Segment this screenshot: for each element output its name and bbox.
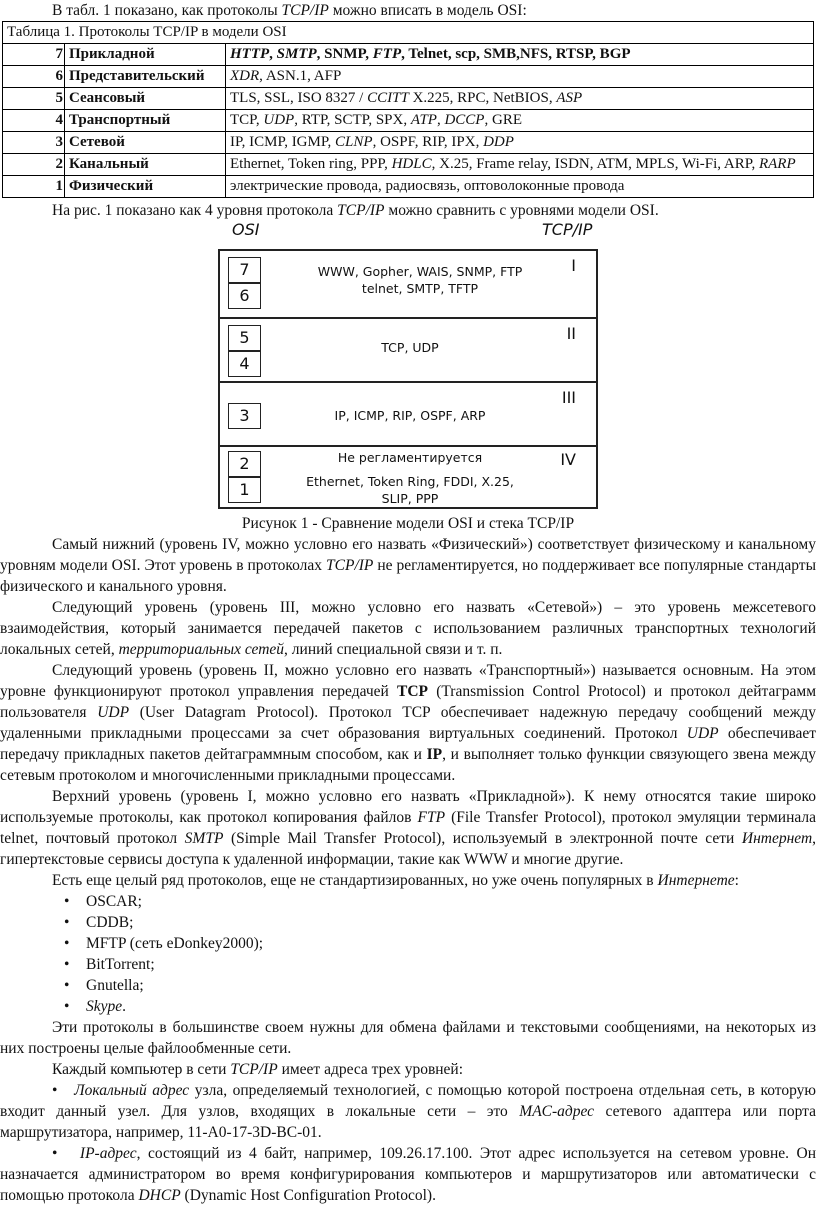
protocol-list <box>0 891 816 1017</box>
section-II <box>220 317 596 381</box>
section-I-text: WWW, Gopher, WAIS, SNMP, FTP telnet, SMTP, TFTP <box>317 264 523 296</box>
osi-box-2: 2 <box>228 451 261 477</box>
paragraph: Верхний уровень (уровень I, можно условно его назвать «Прикладной»). К нему относятся такие широко используемые протоколы, как протокол копирования файлов FTP (File Transfer Protocol), протокол эмуляции терминала telnet, почтовый протокол SMTP (Simple Mail Transfer Protocol), используемый в электронной почте сети Интернет, гипертекстовые сервисы доступа к удаленной информации, такие как WWW и многие другие. <box>0 788 816 868</box>
table-caption: Таблица 1. Протоколы TCP/IP в модели OSI <box>3 22 814 44</box>
roman-II: II <box>566 324 576 343</box>
list-item <box>0 1143 816 1206</box>
layer-protocols: XDR, ASN.1, AFP <box>226 66 814 88</box>
paragraph: Следующий уровень (уровень III, можно условно его назвать «Сетевой») – это уровень межсетевого взаимодействия, который занимается передачей пакетов с использованием различных транспортных технологий локальных сетей, территориальных сетей, линий специальной связи и т. п. <box>0 599 816 658</box>
layer-number: 1 <box>3 176 65 198</box>
layer-number: 7 <box>3 44 65 66</box>
paragraph: Следующий уровень (уровень II, можно условно его назвать «Транспортный») называется основным. На этом уровне функционируют протокол управления передачей TCP (Transmission Control Protocol) и протокол дейтаграмм пользователя UDP (User Datagram Protocol). Протокол TCP обеспечивает надежную передачу сообщений между удаленными прикладными процессами за счет образования виртуальных соединений. Протокол UDP обеспечивает передачу прикладных пакетов дейтаграммным способом, как и IP, и выполняет только функции связующего звена между сетевым протоколом и многочисленными прикладными процессами. <box>0 662 816 784</box>
layer-protocols: электрические провода, радиосвязь, оптоволоконные провода <box>226 176 814 198</box>
body-paragraphs <box>0 534 816 891</box>
figure-frame <box>218 249 598 509</box>
osi-box-5: 5 <box>228 325 261 351</box>
layer-name: Транспортный <box>65 110 226 132</box>
osi-box-6: 6 <box>228 283 261 309</box>
osi-tcpip-figure <box>0 221 816 511</box>
paragraph: Каждый компьютер в сети TCP/IP имеет адреса трех уровней: <box>52 1061 464 1078</box>
protocols-table <box>2 21 814 198</box>
intro-paragraph: В табл. 1 показано, как протоколы TCP/IP можно вписать в модель OSI: <box>52 2 527 19</box>
list-item: • Gnutella; <box>86 975 816 996</box>
table-row <box>3 66 814 88</box>
osi-box-3: 3 <box>228 403 261 429</box>
list-item: • CDDB; <box>86 912 816 933</box>
list-item-text: IP-адрес, состоящий из 4 байт, например, 109.26.17.100. Этот адрес используется на сетевом уровне. Он назначается администратором во время конфигурирования компьютеров и маршрутизаторов или автоматически с помощью протокола DHCP (Dynamic Host Configuration Protocol). <box>0 1145 816 1204</box>
body-paragraphs-2 <box>0 1017 816 1080</box>
list-item: • BitTorrent; <box>86 954 816 975</box>
layer-protocols: Ethernet, Token ring, PPP, HDLC, X.25, Frame relay, ISDN, ATM, MPLS, Wi-Fi, ARP, RARP <box>226 154 814 176</box>
layer-name: Прикладной <box>65 44 226 66</box>
layer-name: Физический <box>65 176 226 198</box>
table-row <box>3 44 814 66</box>
layer-protocols: HTTP, SMTP, SNMP, FTP, Telnet, scp, SMB,NFS, RTSP, BGP <box>226 44 814 66</box>
table-row <box>3 110 814 132</box>
layer-number: 5 <box>3 88 65 110</box>
section-II-text: TCP, UDP <box>381 340 439 355</box>
table-row <box>3 154 814 176</box>
figure-intro: На рис. 1 показано как 4 уровня протокола TCP/IP можно сравнить с уровнями модели OSI. <box>52 202 659 219</box>
tcpip-header: TCP/IP <box>542 220 593 239</box>
layer-number: 3 <box>3 132 65 154</box>
list-item: • MFTP (сеть eDonkey2000); <box>86 933 816 954</box>
layer-protocols: IP, ICMP, IGMP, CLNP, OSPF, RIP, IPX, DDP <box>226 132 814 154</box>
section-I <box>220 249 596 317</box>
section-IV-text: Не регламентируется Ethernet, Token Ring, FDDI, X.25, SLIP, PPP <box>306 450 514 506</box>
section-III-text: IP, ICMP, RIP, OSPF, ARP <box>334 408 486 423</box>
osi-box-7: 7 <box>228 257 261 283</box>
bullet: • <box>52 1082 75 1099</box>
section-III <box>220 381 596 445</box>
layer-name: Сетевой <box>65 132 226 154</box>
paragraph: Самый нижний (уровень IV, можно условно его назвать «Физический») соответствует физическому и канальному уровням модели OSI. Этот уровень в протоколах TCP/IP не регламентируется, но поддерживает все популярные стандарты физического и канального уровня. <box>0 536 816 595</box>
osi-header: OSI <box>232 220 260 239</box>
paragraph: Эти протоколы в большинстве своем нужны для обмена файлами и текстовыми сообщениями, на некоторых из них построены целые файлообменные сети. <box>0 1019 816 1057</box>
table-row <box>3 176 814 198</box>
section-IV <box>220 445 596 509</box>
table-row <box>3 88 814 110</box>
list-item <box>0 1080 816 1143</box>
table-row <box>3 132 814 154</box>
list-item: • OSCAR; <box>86 891 816 912</box>
roman-IV: IV <box>560 450 576 469</box>
layer-name: Канальный <box>65 154 226 176</box>
address-list <box>0 1080 816 1206</box>
layer-protocols: TCP, UDP, RTP, SCTP, SPX, ATP, DCCP, GRE <box>226 110 814 132</box>
roman-I: I <box>571 256 576 275</box>
figure-caption: Рисунок 1 - Сравнение модели OSI и стека TCP/IP <box>241 515 575 532</box>
paragraph: Есть еще целый ряд протоколов, еще не стандартизированных, но уже очень популярных в Интернете: <box>52 872 739 889</box>
roman-III: III <box>561 388 576 407</box>
list-item-text: Локальный адрес узла, определяемый технологией, с помощью которой построена отдельная сеть, в которую входит данный узел. Для узлов, входящих в локальные сети – это MAC-адрес сетевого адаптера или порта маршрутизатора, например, 11-А0-17-3D-BC-01. <box>0 1082 816 1141</box>
layer-protocols: TLS, SSL, ISO 8327 / CCITT X.225, RPC, NetBIOS, ASP <box>226 88 814 110</box>
layer-number: 2 <box>3 154 65 176</box>
bullet: • <box>52 1145 80 1162</box>
layer-name: Сеансовый <box>65 88 226 110</box>
layer-number: 4 <box>3 110 65 132</box>
layer-name: Представительский <box>65 66 226 88</box>
osi-box-4: 4 <box>228 351 261 377</box>
layer-number: 6 <box>3 66 65 88</box>
list-item: • Skype. <box>86 996 816 1017</box>
osi-box-1: 1 <box>228 477 261 503</box>
